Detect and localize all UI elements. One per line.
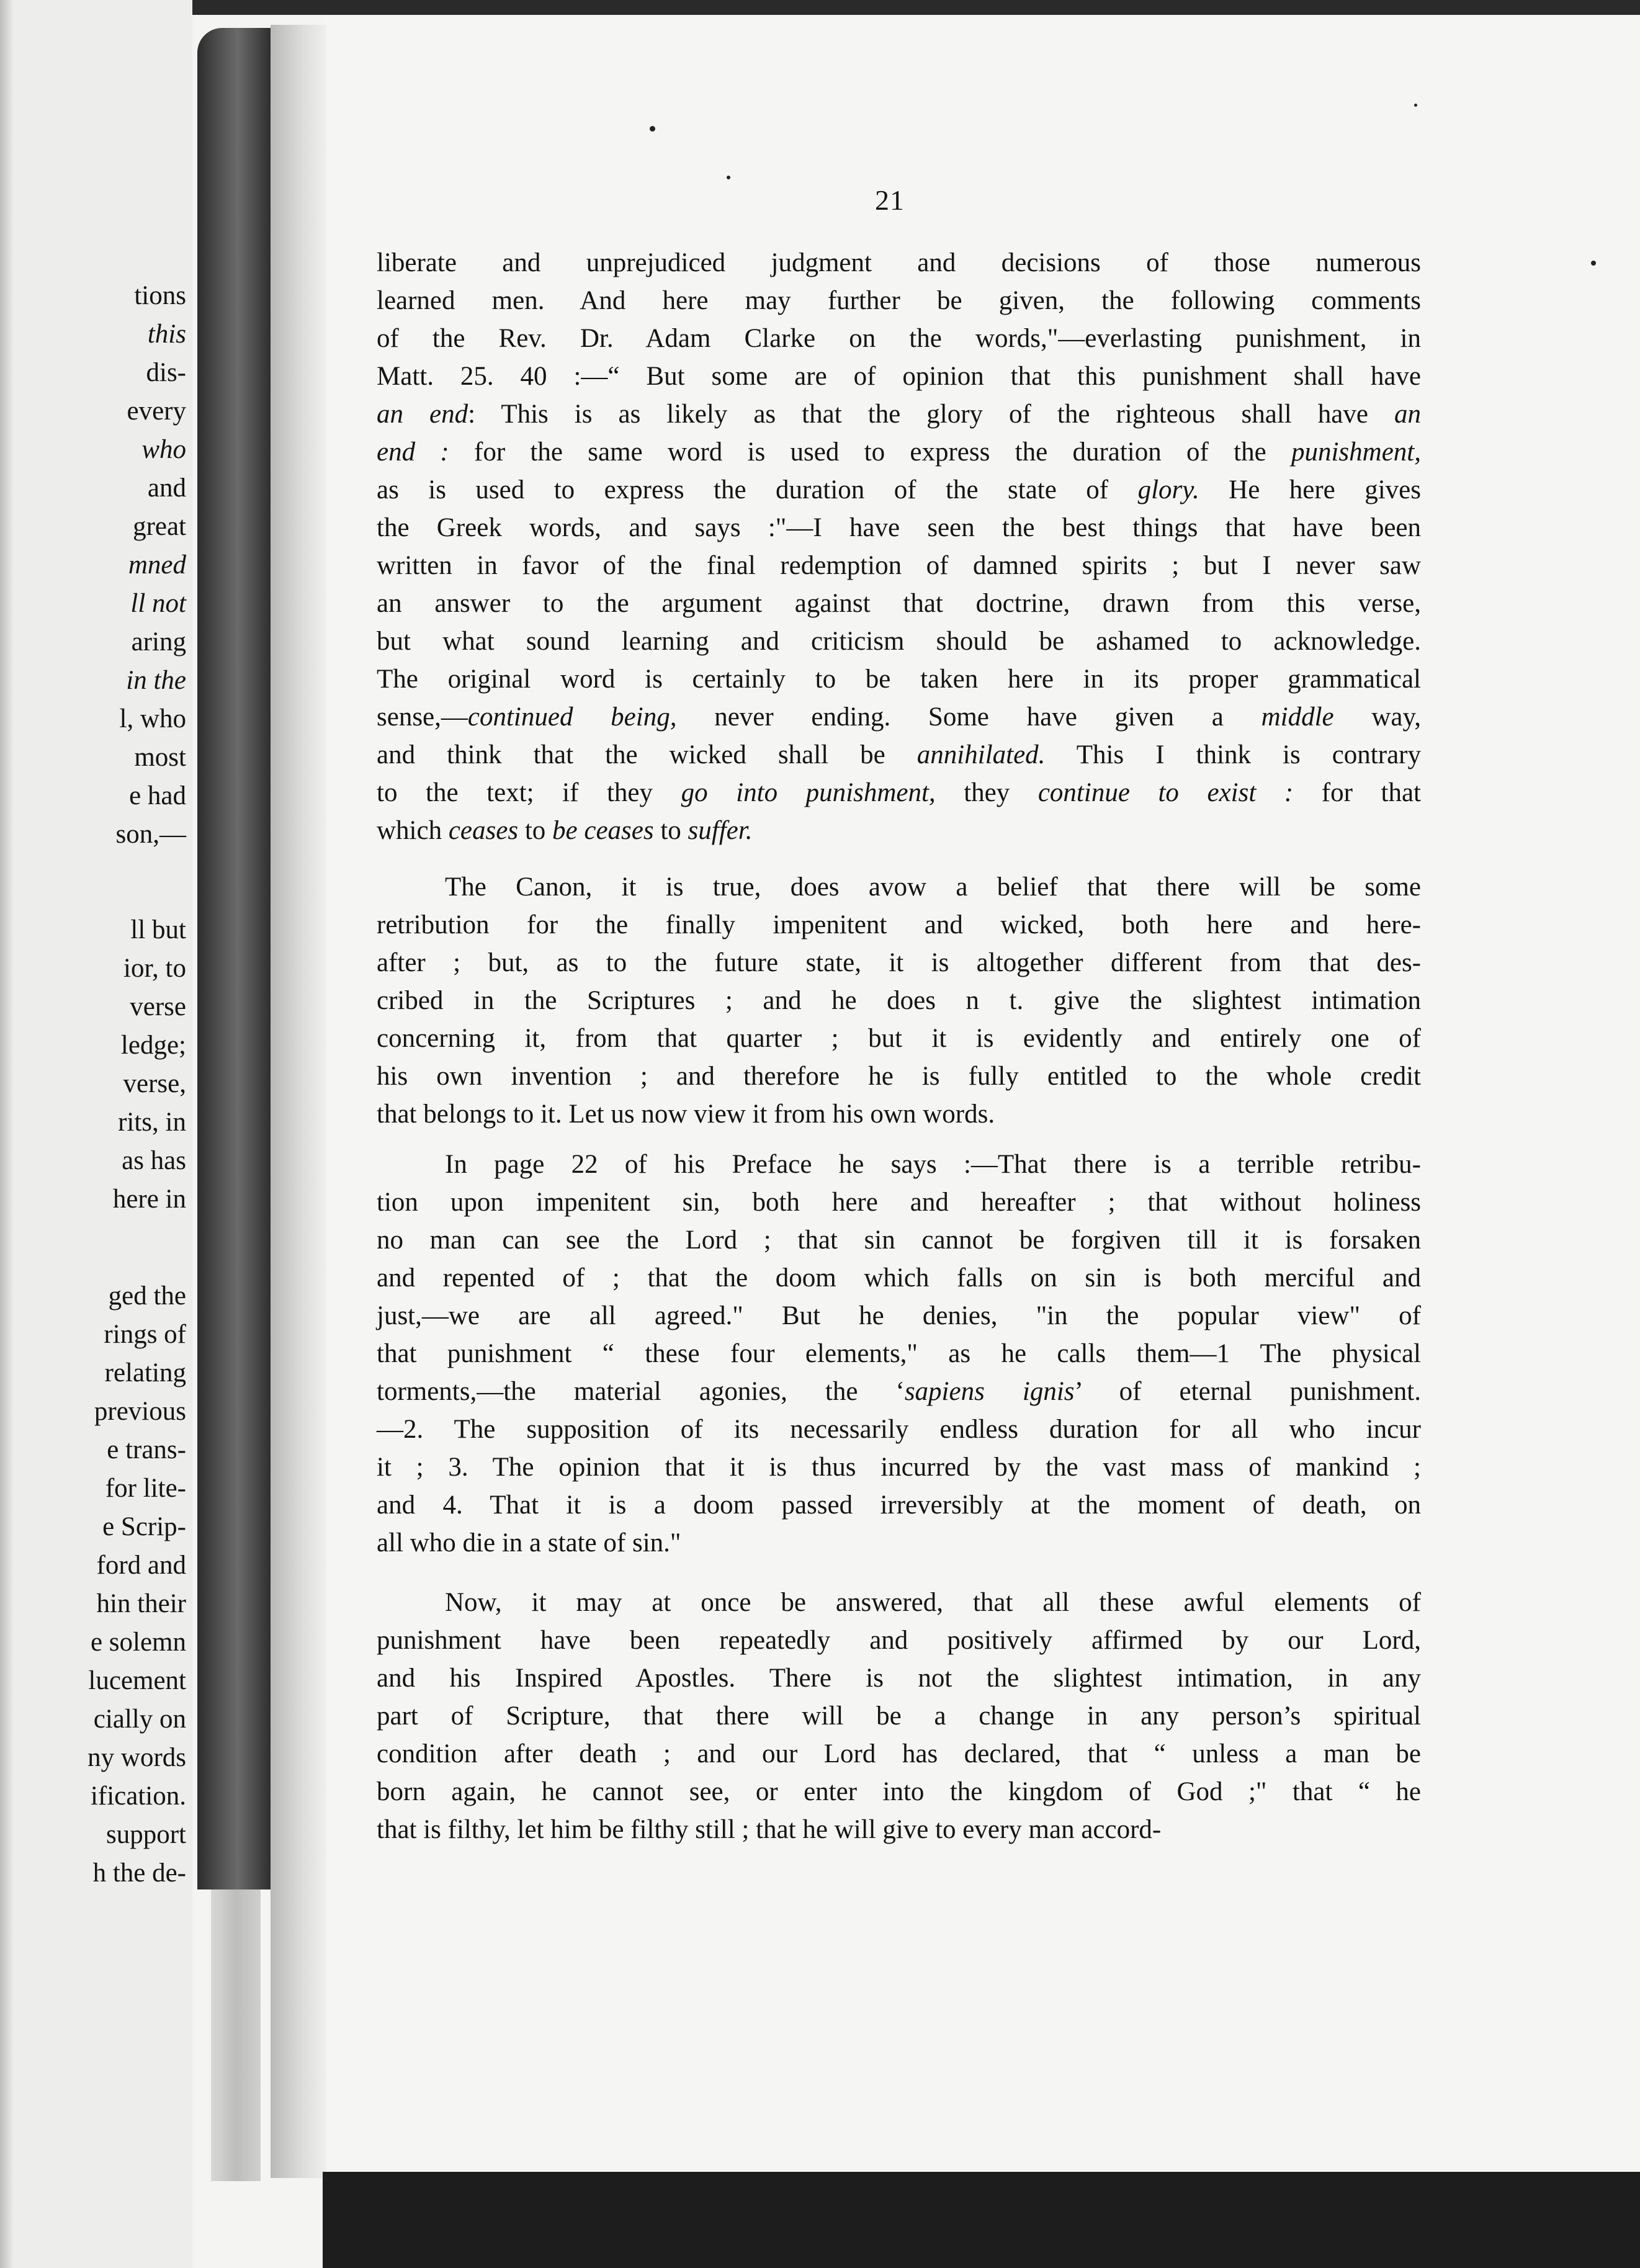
text-run: after ; but, as to the future state, it is altogether different from that des- — [377, 948, 1421, 977]
italic-text: middle — [1261, 702, 1334, 732]
text-run: part of Scripture, that there will be a change in any person’s spiritual — [377, 1701, 1421, 1731]
left-page-fragment: lucement — [88, 1666, 186, 1695]
text-line — [377, 395, 1421, 433]
left-page-fragment: ledge; — [120, 1031, 186, 1060]
text-line — [377, 698, 1421, 736]
italic-text: be ceases — [552, 816, 654, 845]
text-run: and his Inspired Apostles. There is not the slightest intimation, in any — [377, 1664, 1421, 1693]
left-page-fragment: ll but — [130, 915, 186, 944]
scan-top-edge — [180, 0, 1640, 15]
scan-bottom-edge — [323, 2172, 1640, 2268]
text-run: for that — [1293, 778, 1421, 807]
text-run: never ending. Some have given a — [676, 702, 1261, 732]
text-run: that belongs to it. Let us now view it from his own words. — [377, 1100, 995, 1129]
left-page-fragment: h the de- — [92, 1858, 186, 1888]
left-page-fragment: this — [147, 320, 186, 349]
text-run: all who die in a state of sin." — [377, 1528, 681, 1558]
text-line — [377, 1221, 1421, 1259]
text-line — [377, 1297, 1421, 1335]
ink-speck — [727, 176, 730, 179]
italic-text: glory. — [1137, 475, 1199, 504]
left-page-fragment: here in — [112, 1185, 186, 1214]
text-line — [377, 812, 1421, 849]
text-run: torments,—the material agonies, the ‘ — [377, 1377, 905, 1406]
left-page-fragment: rits, in — [118, 1108, 186, 1137]
text-line — [377, 660, 1421, 698]
text-run: In page 22 of his Preface he says :—That there is a terrible retribu- — [445, 1150, 1421, 1179]
ink-speck — [650, 126, 655, 132]
italic-text: sapiens ignis — [904, 1377, 1075, 1406]
left-page-fragment: e Scrip- — [102, 1512, 186, 1541]
italic-text: end : — [377, 437, 449, 467]
text-run: which — [377, 816, 449, 845]
text-run: that is filthy, let him be filthy still ; that he will give to every man accord- — [377, 1815, 1162, 1844]
text-line — [377, 320, 1421, 357]
text-run: as is used to express the duration of the state of — [377, 475, 1138, 504]
text-line — [377, 1524, 1421, 1562]
left-page-fragment: ford and — [96, 1551, 186, 1580]
text-run: that punishment “ these four elements," as he calls them—1 The physical — [377, 1339, 1421, 1368]
text-run: of the Rev. Dr. Adam Clarke on the words,"—everlasting punishment, in — [377, 324, 1421, 353]
left-page-fragment: for lite- — [105, 1474, 186, 1503]
left-page-fragment: who — [141, 435, 186, 464]
italic-text: continued being, — [467, 702, 677, 732]
italic-text: an — [1394, 400, 1421, 429]
left-page-fragment: ll not — [130, 589, 186, 618]
text-run: the Greek words, and says :"—I have seen the best things that have been — [377, 513, 1421, 542]
paragraph — [377, 1584, 1421, 1849]
text-line — [377, 1697, 1421, 1735]
text-run: retribution for the finally impenitent and wicked, both here and here- — [377, 910, 1421, 939]
text-run: written in favor of the final redemption of damned spirits ; but I never saw — [377, 551, 1421, 580]
text-line — [377, 1335, 1421, 1373]
text-line — [377, 1486, 1421, 1524]
text-run: born again, he cannot see, or enter into the kingdom of God ;" that “ he — [377, 1777, 1421, 1806]
text-line — [377, 1448, 1421, 1486]
text-line — [377, 1095, 1421, 1133]
text-line — [377, 774, 1421, 812]
left-page-fragment: and — [147, 473, 186, 503]
left-page-fragment: dis- — [146, 358, 186, 387]
text-run: The original word is certainly to be taken here in its proper grammatical — [377, 665, 1421, 694]
left-page-fragment: l, who — [119, 704, 186, 733]
left-page-fragment: as has — [122, 1146, 186, 1175]
ink-speck — [1591, 261, 1596, 266]
text-line — [377, 585, 1421, 622]
text-line — [377, 1735, 1421, 1773]
text-run: and think that the wicked shall be — [377, 740, 917, 769]
text-run: punishment have been repeatedly and positively affirmed by our Lord, — [377, 1626, 1421, 1655]
italic-text: continue to exist : — [1037, 778, 1294, 807]
text-line — [377, 906, 1421, 944]
left-page-fragment: rings of — [104, 1320, 186, 1349]
text-run: way, — [1333, 702, 1421, 732]
text-line — [377, 433, 1421, 471]
italic-text: annihilated. — [916, 740, 1046, 769]
text-line — [377, 736, 1421, 774]
paragraph — [377, 1145, 1421, 1562]
text-run: tion upon impenitent sin, both here and hereafter ; that without holiness — [377, 1188, 1421, 1217]
ink-speck — [1414, 104, 1417, 107]
text-run: concerning it, from that quarter ; but it is evidently and entirely one of — [377, 1024, 1421, 1053]
left-page-fragment: every — [127, 397, 186, 426]
italic-text: go into punishment, — [681, 778, 936, 807]
text-line — [377, 509, 1421, 547]
text-run: —2. The supposition of its necessarily endless duration for all who incur — [377, 1415, 1421, 1444]
book-spine — [197, 28, 271, 1889]
left-page-fragment: great — [133, 512, 186, 541]
text-line — [377, 357, 1421, 395]
text-run: an answer to the argument against that doctrine, drawn from this verse, — [377, 589, 1421, 618]
text-line — [377, 1373, 1421, 1410]
spine-lower-edge — [211, 1889, 261, 2181]
text-line — [377, 547, 1421, 585]
text-line — [377, 471, 1421, 509]
text-line — [377, 1057, 1421, 1095]
text-run: sense,— — [377, 702, 468, 732]
text-line — [377, 982, 1421, 1020]
text-line — [377, 1020, 1421, 1057]
italic-text: punishment, — [1291, 437, 1422, 467]
text-run: cribed in the Scriptures ; and he does n t. give the slightest intimation — [377, 986, 1421, 1015]
text-run: learned men. And here may further be given, the following comments — [377, 286, 1421, 315]
text-run: his own invention ; and therefore he is fully entitled to the whole credit — [377, 1062, 1421, 1091]
page-number: 21 — [875, 184, 905, 216]
text-run: but what sound learning and criticism should be ashamed to acknowledge. — [377, 627, 1421, 656]
text-run: they — [935, 778, 1038, 807]
left-page-fragment: relating — [104, 1358, 186, 1387]
text-run: Now, it may at once be answered, that all these awful elements of — [445, 1588, 1421, 1617]
left-page-fragment: in the — [126, 666, 186, 695]
left-page-fragment: e solemn — [90, 1628, 186, 1657]
left-page-fragment: previous — [94, 1397, 186, 1426]
text-run: to — [518, 816, 553, 845]
text-line — [377, 282, 1421, 320]
text-line — [377, 622, 1421, 660]
text-run: and repented of ; that the doom which falls on sin is both merciful and — [377, 1263, 1421, 1293]
left-page-fragment: ior, to — [123, 954, 186, 983]
left-page-fragment: support — [106, 1820, 186, 1849]
left-page-fragment: e had — [129, 781, 186, 810]
page-gutter — [271, 25, 326, 2178]
italic-text: suffer. — [688, 816, 753, 845]
left-page-fragment: tions — [134, 281, 186, 310]
text-run: to — [653, 816, 688, 845]
text-run: just,—we are all agreed." But he denies, "in the popular view" of — [377, 1301, 1421, 1330]
left-page-fragment: ged the — [108, 1281, 186, 1311]
text-run: condition after death ; and our Lord has declared, that “ unless a man be — [377, 1739, 1421, 1768]
text-run: it ; 3. The opinion that it is thus incurred by the vast mass of mankind ; — [377, 1453, 1421, 1482]
text-run: liberate and unprejudiced judgment and decisions of those numerous — [377, 248, 1421, 277]
left-page-fragment: ny words — [87, 1743, 186, 1772]
paragraph — [377, 868, 1421, 1133]
left-page-fragment: ification. — [90, 1782, 186, 1811]
left-page-shadow — [0, 0, 14, 2268]
text-line — [377, 1584, 1421, 1621]
left-page-fragment: verse, — [123, 1069, 186, 1098]
text-line — [377, 1410, 1421, 1448]
text-line — [377, 868, 1421, 906]
text-line — [377, 1659, 1421, 1697]
text-run: : This is as likely as that the glory of the righteous shall have — [468, 400, 1394, 429]
text-line — [377, 244, 1421, 282]
left-page-fragment: aring — [131, 627, 186, 657]
italic-text: ceases — [448, 816, 519, 845]
text-run: and 4. That it is a doom passed irreversibly at the moment of death, on — [377, 1490, 1421, 1520]
text-line — [377, 1773, 1421, 1811]
text-run: to the text; if they — [377, 778, 681, 807]
text-run: ’ of eternal punishment. — [1074, 1377, 1421, 1406]
text-line — [377, 1183, 1421, 1221]
paragraph — [377, 244, 1421, 849]
text-line — [377, 1145, 1421, 1183]
text-line — [377, 1259, 1421, 1297]
left-page-fragment: e trans- — [107, 1435, 186, 1464]
text-line — [377, 1621, 1421, 1659]
text-line — [377, 1811, 1421, 1849]
left-page-fragment: hin their — [96, 1589, 186, 1618]
text-run: for the same word is used to express the duration of the — [449, 437, 1291, 467]
left-page-fragment: son,— — [115, 820, 186, 849]
italic-text: an end — [377, 400, 468, 429]
left-page-fragment: cially on — [93, 1705, 186, 1734]
text-run: Matt. 25. 40 :—“ But some are of opinion that this punishment shall have — [377, 362, 1421, 391]
text-run: no man can see the Lord ; that sin cannot be forgiven till it is forsaken — [377, 1226, 1421, 1255]
left-page-fragment: mned — [128, 550, 186, 580]
text-line — [377, 944, 1421, 982]
left-page-fragment: verse — [130, 992, 186, 1021]
text-run: This I think is contrary — [1045, 740, 1421, 769]
text-run: The Canon, it is true, does avow a belief that there will be some — [445, 872, 1421, 902]
text-run: He here gives — [1199, 475, 1421, 504]
left-page-fragment: most — [134, 743, 186, 772]
